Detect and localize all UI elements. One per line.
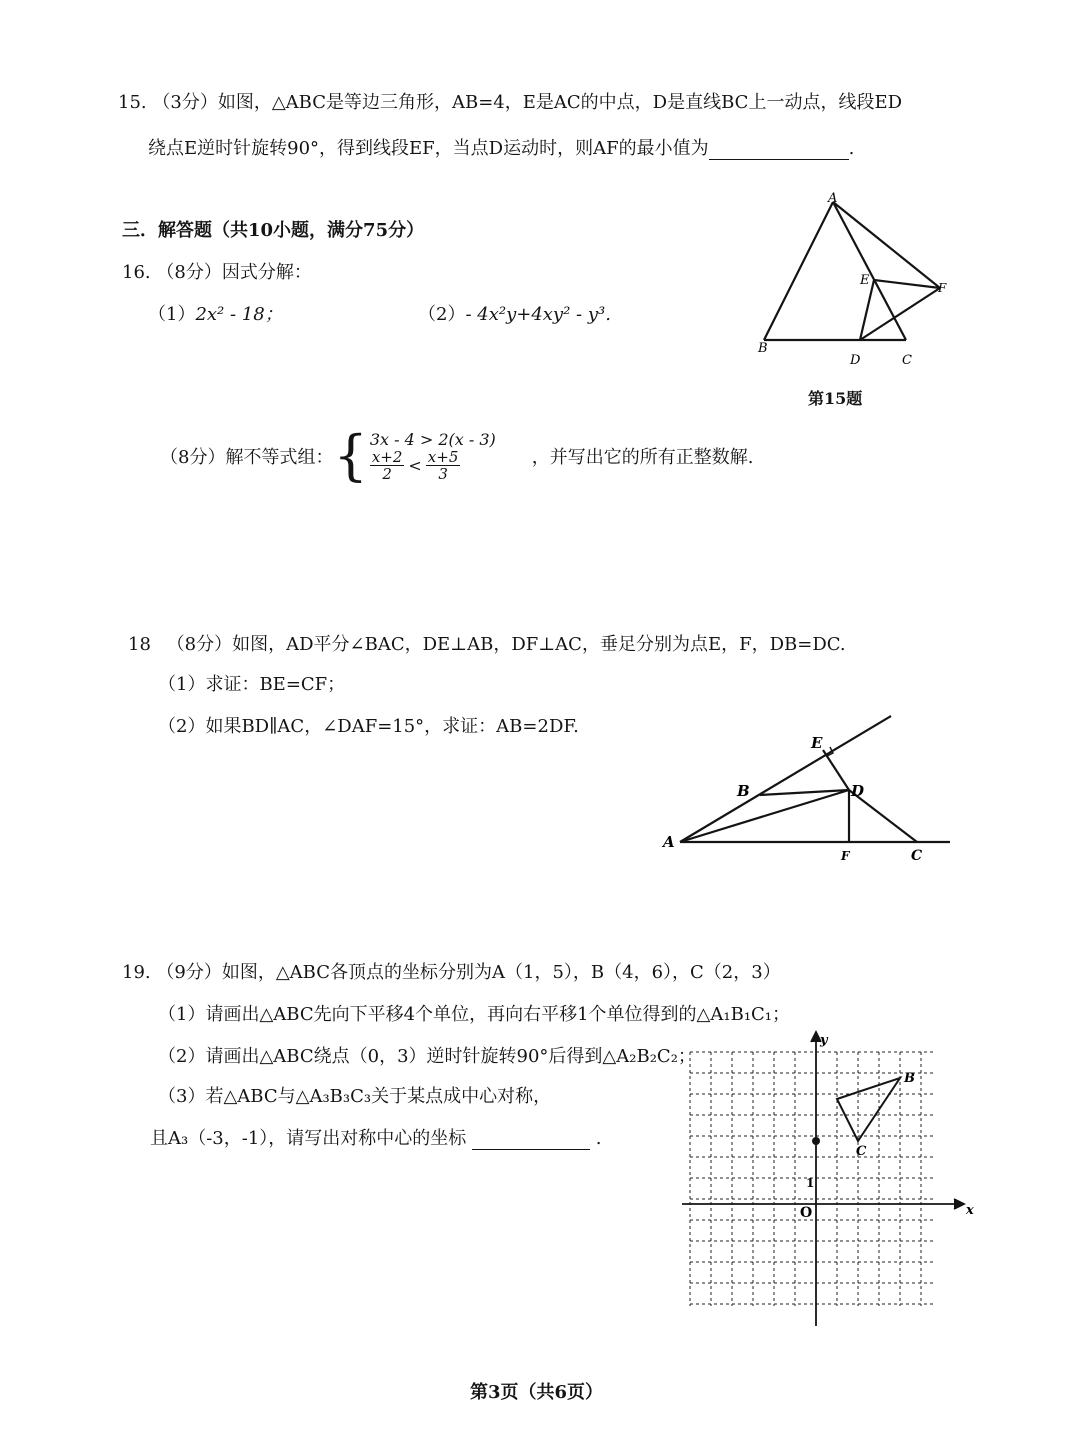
q15-period: . bbox=[848, 138, 855, 159]
q17 bbox=[160, 424, 754, 488]
q18-label-c: C bbox=[911, 848, 923, 864]
q15-figure-caption: 第15题 bbox=[808, 389, 863, 408]
q18-label-b: B bbox=[737, 782, 750, 800]
q16-part2-label: （2） bbox=[418, 304, 466, 325]
q15-side-ac bbox=[833, 202, 906, 340]
q15-line1-text: 如图，△ABC是等边三角形，AB=4，E是AC的中点，D是直线BC上一动点，线段ED bbox=[217, 92, 903, 113]
q19-score: （9分） bbox=[156, 962, 222, 983]
q19-period: . bbox=[595, 1128, 602, 1149]
q15-answer-blank[interactable] bbox=[709, 138, 849, 160]
q15-label-e: E bbox=[860, 273, 870, 288]
q17-frac-left bbox=[370, 449, 405, 482]
q18-ray-ab bbox=[680, 716, 891, 842]
q19-label-y: y bbox=[820, 1033, 828, 1048]
q15-line2 bbox=[148, 134, 854, 160]
q19-part3: （3）若△ABC与△A₃B₃C₃关于某点成中心对称， bbox=[158, 1086, 552, 1107]
q19-stem-text: 如图，△ABC各顶点的坐标分别为A（1，5），B（4，6），C（2，3） bbox=[221, 962, 781, 983]
q17-frac-right-num: x+5 bbox=[427, 448, 459, 466]
q15-label-c: C bbox=[902, 353, 912, 368]
q19-label-one: 1 bbox=[806, 1176, 815, 1190]
q15-segment-af bbox=[833, 202, 940, 288]
q16-score: （8分） bbox=[156, 262, 222, 283]
q15-line1 bbox=[118, 88, 902, 114]
q18-label-f: F bbox=[841, 849, 850, 863]
q16-number: 16. bbox=[122, 262, 151, 283]
q18-number: 18 bbox=[128, 634, 151, 655]
q17-frac-left-den: 2 bbox=[382, 465, 392, 483]
q16-part1 bbox=[148, 300, 283, 326]
q16-title-text: 因式分解： bbox=[221, 262, 312, 283]
q18-label-d: D bbox=[851, 782, 865, 800]
q17-op: < bbox=[408, 456, 422, 475]
q19-point-0-3 bbox=[812, 1137, 820, 1145]
q15-line2-text: 绕点E逆时针旋转90°，得到线段EF，当点D运动时，则AF的最小值为 bbox=[148, 138, 709, 159]
q18-segment-de bbox=[823, 750, 849, 790]
q19-part3b-text: 且A₃（-3，-1），请写出对称中心的坐标 bbox=[150, 1128, 467, 1149]
q16-part1-expr: 2x² - 18； bbox=[195, 304, 283, 325]
q16-part1-label: （1） bbox=[148, 304, 196, 325]
q19-stem bbox=[122, 958, 781, 984]
q15-label-b: B bbox=[758, 341, 768, 356]
q19-label-b: B bbox=[904, 1071, 915, 1086]
q17-brace: { bbox=[333, 424, 368, 487]
q15-number: 15. bbox=[118, 92, 147, 113]
section3-heading: 三．解答题（共10小题，满分75分） bbox=[122, 220, 425, 241]
q17-suffix: ，并写出它的所有正整数解. bbox=[531, 447, 754, 468]
page-footer: 第3页（共6页） bbox=[470, 1382, 604, 1403]
q17-ineq2 bbox=[370, 449, 496, 482]
q16-part2 bbox=[418, 300, 611, 326]
q19-part1: （1）请画出△ABC先向下平移4个单位，再向右平移1个单位得到的△A₁B₁C₁； bbox=[158, 1004, 791, 1025]
q18-part2: （2）如果BD∥AC，∠DAF=15°，求证：AB=2DF. bbox=[158, 716, 579, 737]
q18-stem-text: 如图，AD平分∠BAC，DE⊥AB，DF⊥AC，垂足分别为点E，F，DB=DC. bbox=[232, 634, 846, 655]
q17-frac-right bbox=[426, 449, 461, 482]
q16-title bbox=[122, 258, 312, 284]
q19-grid-figure bbox=[682, 1030, 978, 1330]
q17-frac-left-num: x+2 bbox=[371, 448, 403, 466]
q18-part1: （1）求证：BE=CF； bbox=[158, 674, 346, 695]
q15-label-a: A bbox=[828, 191, 838, 206]
q15-score: （3分） bbox=[152, 92, 218, 113]
q15-segment-df bbox=[860, 288, 940, 340]
q18-score: （8分） bbox=[166, 634, 233, 655]
q19-label-origin: O bbox=[800, 1205, 813, 1221]
q19-answer-blank[interactable] bbox=[472, 1128, 590, 1150]
q15-figure bbox=[750, 188, 960, 370]
q19-part3b bbox=[150, 1124, 602, 1150]
q17-score: （8分） bbox=[160, 447, 226, 468]
q18-label-a: A bbox=[663, 833, 675, 851]
q17-system bbox=[370, 430, 496, 482]
q15-side-ab bbox=[764, 202, 833, 340]
q18-segment-ad bbox=[680, 790, 849, 842]
q19-triangle-abc bbox=[837, 1078, 900, 1141]
q19-label-x: x bbox=[966, 1203, 974, 1218]
q18-label-e: E bbox=[811, 734, 823, 752]
q19-number: 19. bbox=[122, 962, 151, 983]
q15-label-f: F bbox=[938, 281, 947, 295]
q16-part2-expr: - 4x²y+4xy² - y³. bbox=[465, 304, 611, 325]
q17-prefix: 解不等式组： bbox=[225, 447, 334, 468]
q19-x-arrow bbox=[954, 1199, 964, 1209]
q18-stem bbox=[128, 630, 846, 656]
q17-ineq1: 3x - 4 > 2(x - 3) bbox=[369, 430, 496, 449]
q17-frac-right-den: 3 bbox=[438, 465, 448, 483]
q19-label-c: C bbox=[856, 1144, 867, 1159]
q15-label-d: D bbox=[850, 353, 861, 368]
q18-figure bbox=[655, 706, 955, 866]
q19-part2: （2）请画出△ABC绕点（0，3）逆时针旋转90°后得到△A₂B₂C₂； bbox=[158, 1046, 696, 1067]
